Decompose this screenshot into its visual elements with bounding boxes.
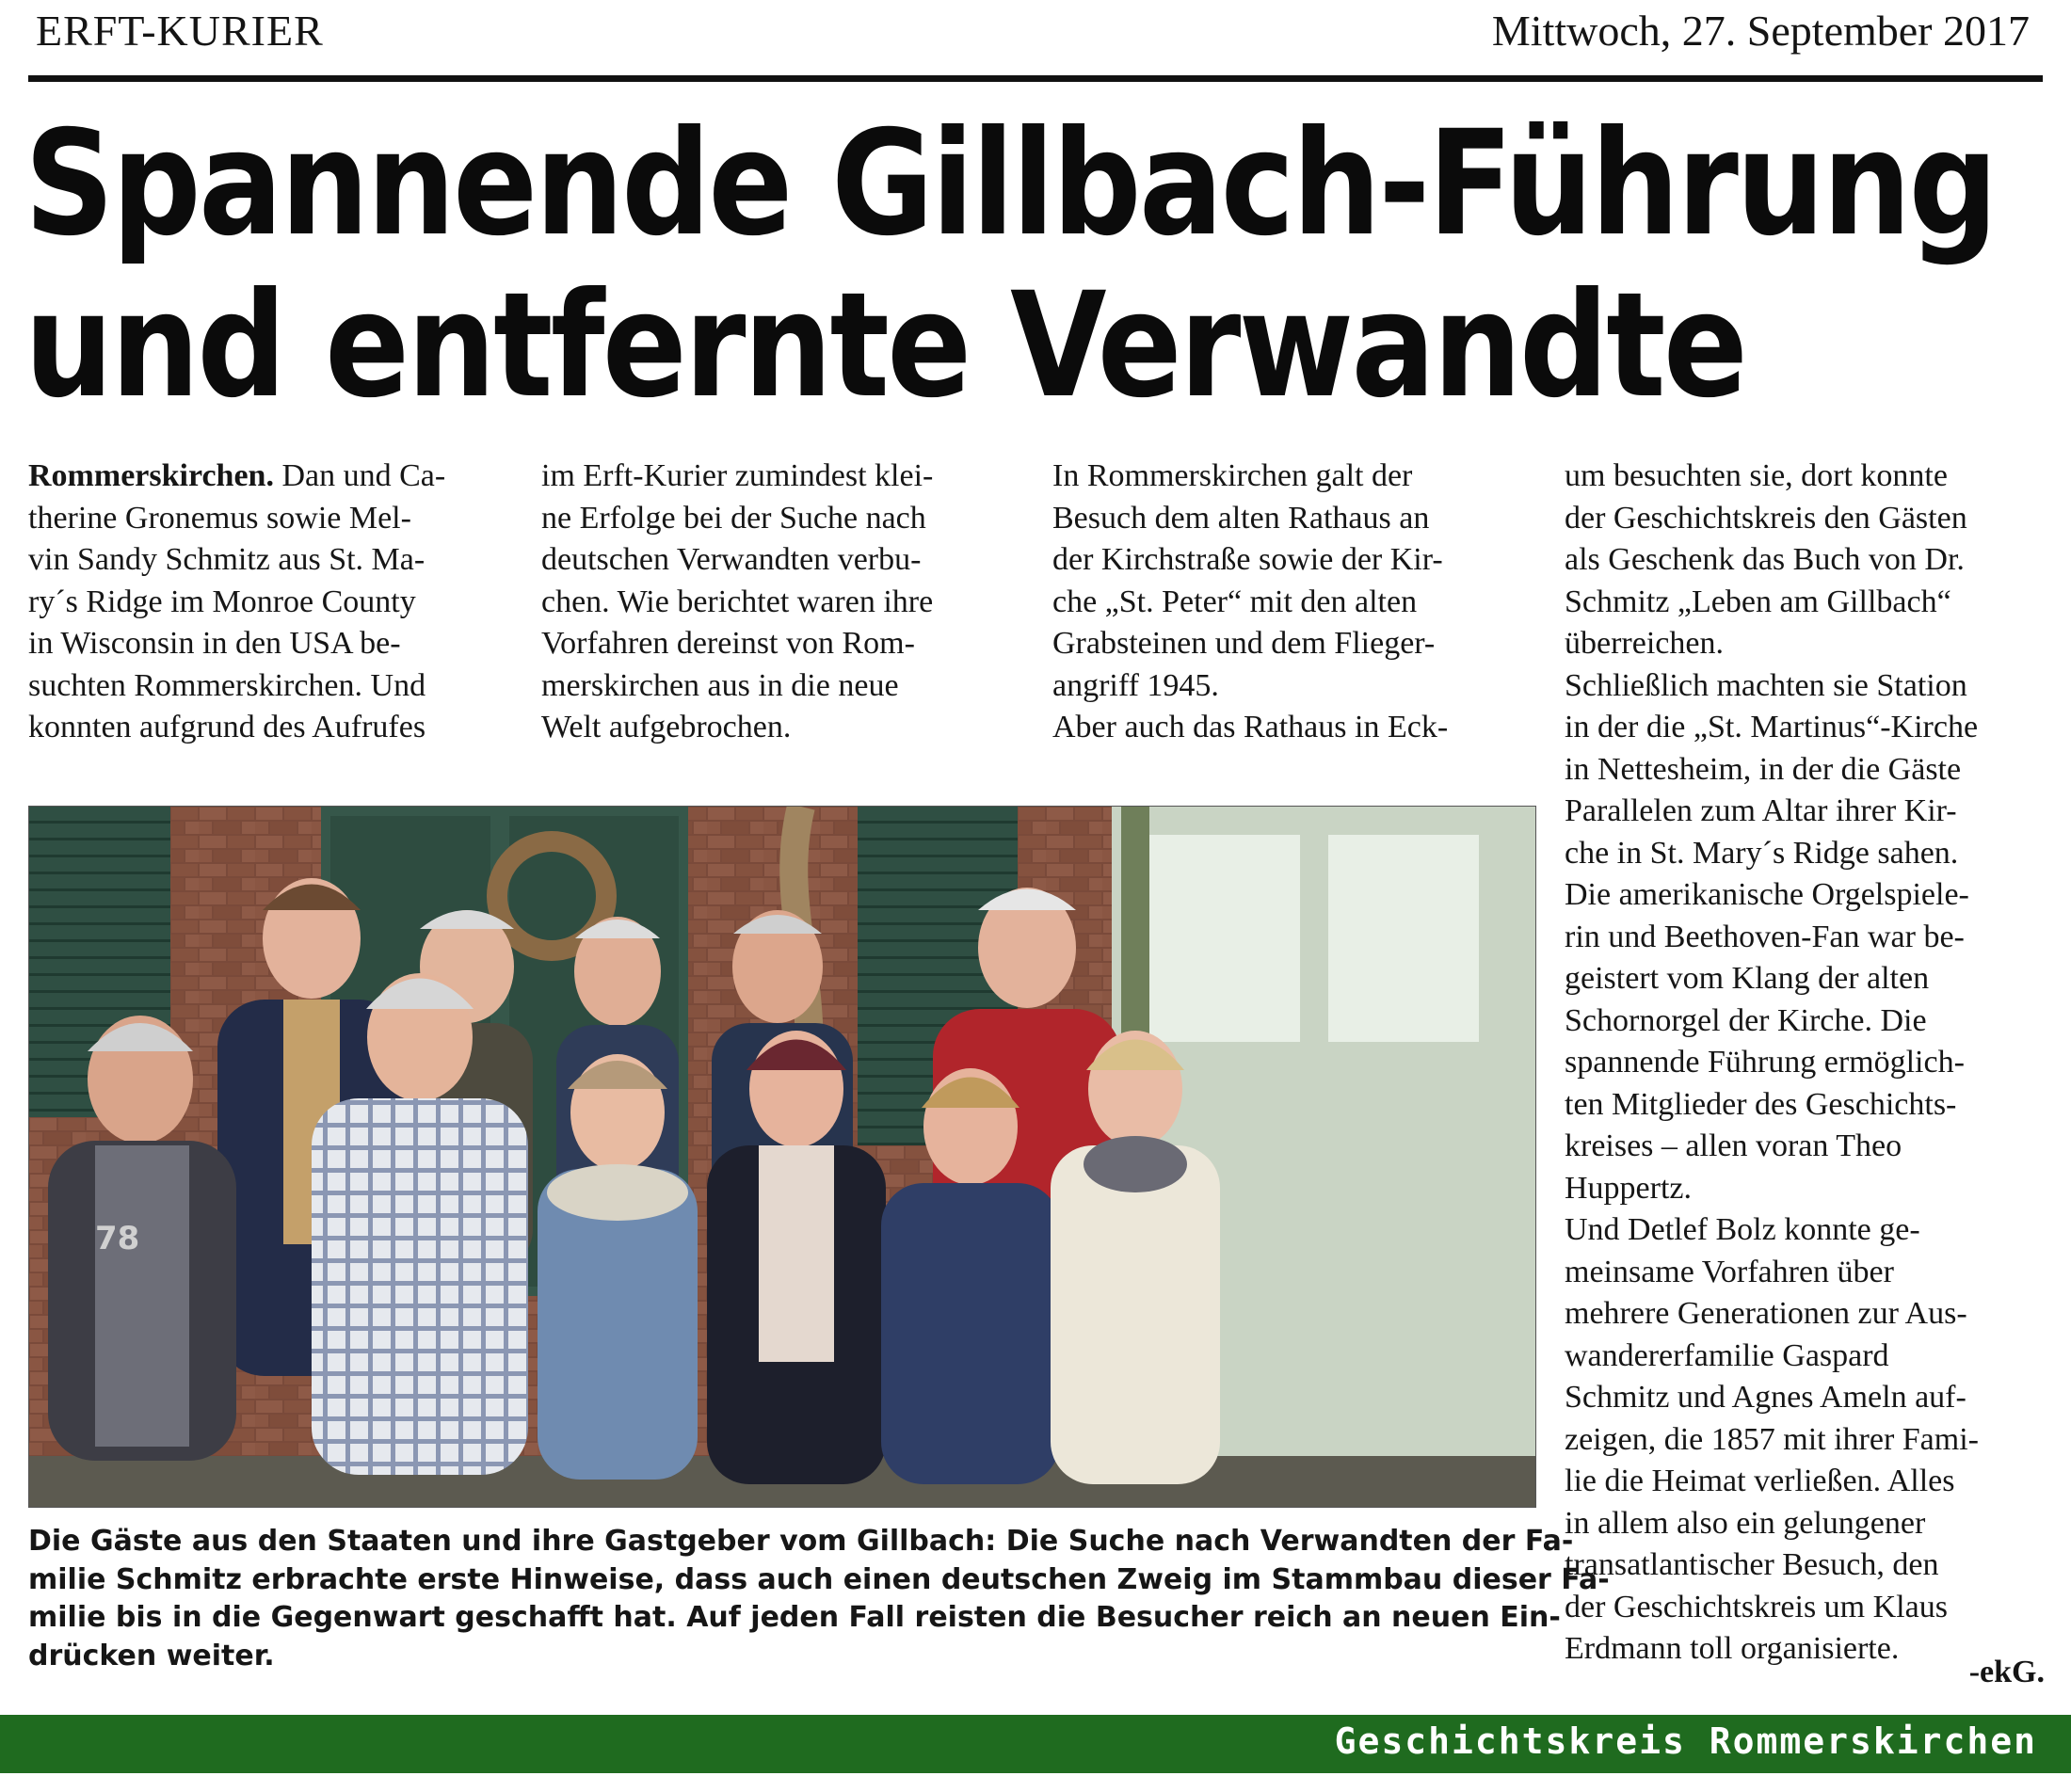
text-line: In Rommerskirchen galt der [1052, 458, 1413, 493]
text-line: Und Detlef Bolz konnte ge- [1565, 1212, 1920, 1247]
issue-date: Mittwoch, 27. September 2017 [1491, 7, 2030, 55]
text-fragment: Dan und Ca- [273, 458, 446, 493]
text-line: konnten aufgrund des Aufrufes [28, 710, 426, 744]
text-line: der Geschichtskreis um Klaus [1565, 1589, 1948, 1624]
text-line: zeigen, die 1857 mit ihrer Fami- [1565, 1421, 1979, 1457]
text-line: in Wisconsin in den USA be- [28, 626, 401, 661]
text-line: Besuch dem alten Rathaus an [1052, 500, 1430, 536]
text-line: Welt aufgebrochen. [541, 710, 792, 744]
text-line: als Geschenk das Buch von Dr. [1565, 542, 1965, 577]
text-line: Grabsteinen und dem Flieger- [1052, 626, 1436, 661]
caption-line: milie bis in die Gegenwart geschafft hat. Auf jeden Fall reisten die Besucher reich an neuen Ein- [28, 1601, 1561, 1634]
text-line: Vorfahren dereinst von Rom- [541, 626, 915, 661]
text-line: ne Erfolge bei der Suche nach [541, 500, 926, 536]
footer-label: Geschichtskreis Rommerskirchen [1334, 1720, 2037, 1762]
text-line: che „St. Peter“ mit den alten [1052, 584, 1418, 619]
text-line: che in St. Mary´s Ridge sahen. [1565, 835, 1959, 871]
text-line: ten Mitglieder des Geschichts- [1565, 1086, 1957, 1122]
text-line [28, 456, 518, 498]
jersey-number: 78 [95, 1220, 140, 1257]
text-line: überreichen. [1565, 626, 1724, 661]
text-line: vin Sandy Schmitz aus St. Ma- [28, 542, 425, 577]
article-column-1 [28, 456, 518, 749]
headline-line: Spannende Gillbach-Führung [24, 100, 1996, 268]
article-column-4 [1565, 456, 2054, 1671]
text-line: in der die „St. Martinus“-Kirche [1565, 710, 1979, 744]
text-line: Parallelen zum Altar ihrer Kir- [1565, 793, 1957, 828]
text-line: Huppertz. [1565, 1170, 1693, 1206]
photo-caption [28, 1523, 1610, 1675]
text-line: suchten Rommerskirchen. Und [28, 667, 426, 703]
text-line: lie die Heimat verließen. Alles [1565, 1464, 1955, 1498]
article-headline [24, 100, 1996, 430]
text-line: mehrere Generationen zur Aus- [1565, 1296, 1967, 1331]
text-line: ry´s Ridge im Monroe County [28, 584, 416, 619]
text-line: Die amerikanische Orgelspiele- [1565, 877, 1969, 912]
text-line: Aber auch das Rathaus in Eck- [1052, 710, 1449, 744]
text-line: Schmitz und Agnes Ameln auf- [1565, 1380, 1967, 1415]
text-line: kreises – allen voran Theo [1565, 1128, 1902, 1163]
text-line: deutschen Verwandten verbu- [541, 542, 922, 577]
text-line: der Kirchstraße sowie der Kir- [1052, 542, 1443, 577]
dateline-place: Rommerskirchen. [28, 458, 274, 493]
article-column-3 [1052, 456, 1542, 749]
text-line: in allem also ein gelungener [1565, 1505, 1926, 1541]
author-byline: -ekG. [1968, 1655, 2045, 1689]
text-line: spannende Führung ermöglich- [1565, 1045, 1965, 1080]
text-line: geistert vom Klang der alten [1565, 961, 1930, 996]
caption-line: drücken weiter. [28, 1639, 275, 1672]
text-line: in Nettesheim, in der die Gäste [1565, 751, 1962, 787]
footer-band [0, 1715, 2071, 1773]
text-line: meinsame Vorfahren über [1565, 1254, 1894, 1289]
text-line: Schornorgel der Kirche. Die [1565, 1002, 1927, 1038]
text-line: rin und Beethoven-Fan war be- [1565, 919, 1965, 954]
text-line: um besuchten sie, dort konnte [1565, 458, 1948, 493]
text-line: angriff 1945. [1052, 667, 1219, 703]
article-column-2 [541, 456, 1031, 749]
headline-line: und entfernte Verwandte [24, 262, 1746, 430]
text-line: Erdmann toll organisierte. [1565, 1631, 1900, 1666]
text-line: transatlantischer Besuch, den [1565, 1547, 1939, 1582]
text-line: Schließlich machten sie Station [1565, 667, 1967, 703]
text-line: chen. Wie berichtet waren ihre [541, 584, 934, 619]
caption-line: Die Gäste aus den Staaten und ihre Gastgeber vom Gillbach: Die Suche nach Verwandten der Fa- [28, 1525, 1574, 1558]
caption-line: milie Schmitz erbrachte erste Hinweise, dass auch einen deutschen Zweig im Stammbau dieser Fa- [28, 1562, 1610, 1596]
text-line: der Geschichtskreis den Gästen [1565, 500, 1967, 536]
group-photo [28, 806, 1536, 1508]
text-line: im Erft-Kurier zumindest klei- [541, 458, 934, 493]
publication-name: ERFT-KURIER [36, 7, 324, 55]
text-line: therine Gronemus sowie Mel- [28, 500, 411, 536]
masthead-rule [28, 75, 2043, 82]
text-line: merskirchen aus in die neue [541, 667, 899, 703]
text-line: Schmitz „Leben am Gillbach“ [1565, 584, 1951, 619]
group-photo-illustration [29, 807, 1535, 1507]
text-line: wandererfamilie Gaspard [1565, 1337, 1889, 1373]
